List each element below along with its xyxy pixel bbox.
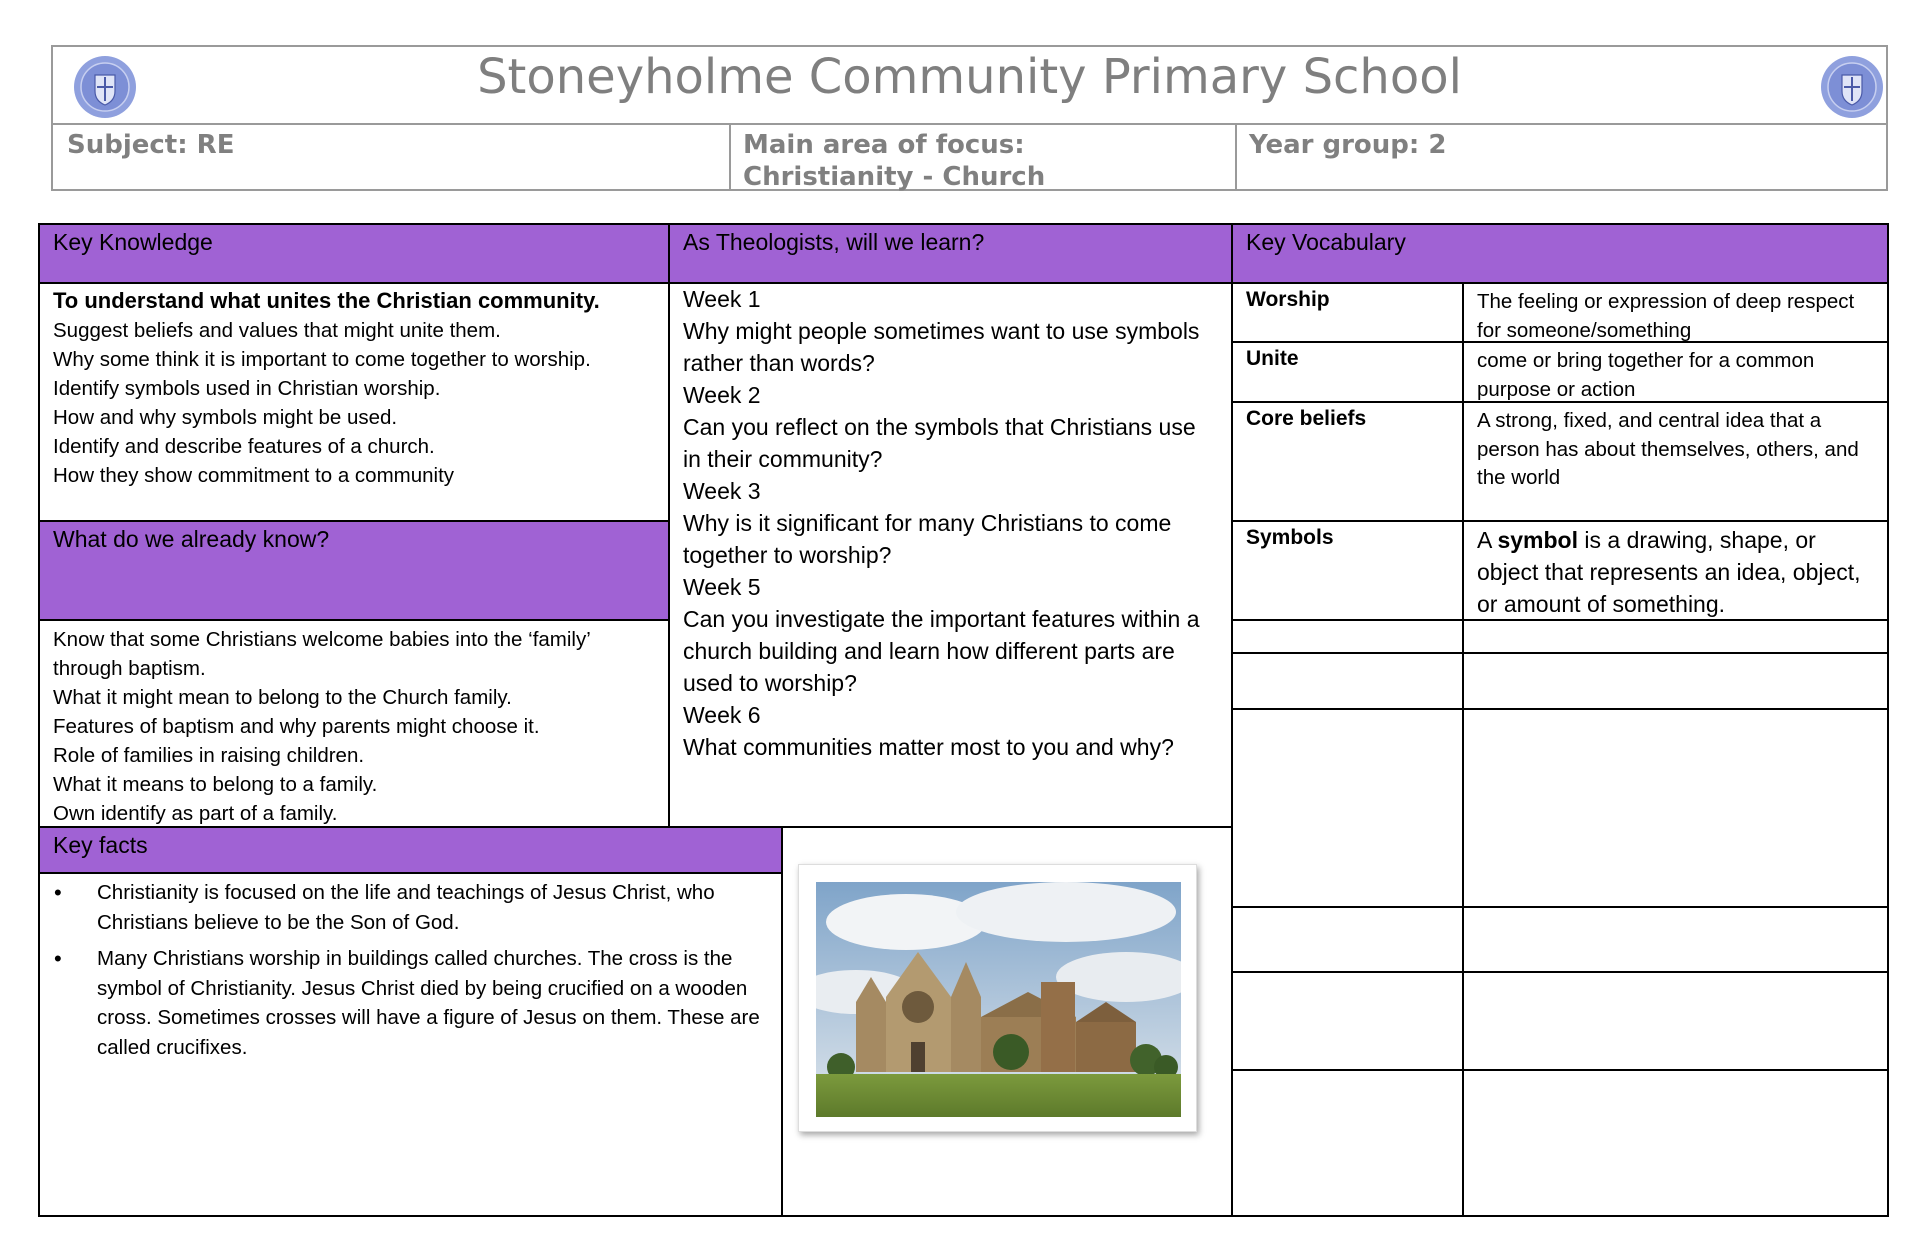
already-know-content [40,623,668,826]
key-vocabulary-heading: Key Vocabulary [1233,225,1887,282]
vocab-row-line [1231,906,1889,908]
vocab-definition [1464,520,1887,624]
week-question: Can you investigate the important features within a church building and learn how different parts are used to worship? [683,606,1200,696]
theologists-heading: As Theologists, will we learn? [670,225,1231,282]
focus-cell [731,125,1235,191]
list-item: Identify and describe features of a church. [53,435,435,458]
cathedral-photo-icon [816,882,1181,1117]
vocab-definition: The feeling or expression of deep respect for someone/something [1477,290,1855,342]
list-item: • Christianity is focused on the life and teachings of Jesus Christ, who Christians believe to be the Son of God. [40,878,781,937]
week-label: Week 6 [683,702,761,728]
vocab-definition-prefix: A [1477,527,1498,553]
vocab-term: Core beliefs [1246,407,1367,430]
week-question: What communities matter most to you and why? [683,734,1174,760]
cathedral-photo [798,864,1197,1132]
school-title: Stoneyholme Community Primary School [477,49,1462,105]
key-knowledge-lead: To understand what unites the Christian community. [53,288,600,313]
week-label: Week 1 [683,286,761,312]
grid-line [781,826,783,1217]
key-facts-heading: Key facts [40,828,781,872]
already-know-heading: What do we already know? [40,522,668,619]
vocab-definition: A strong, fixed, and central idea that a person has about themselves, others, and the world [1477,409,1859,489]
vocab-term: Worship [1246,288,1330,311]
vocab-row-line [1231,708,1889,710]
week-question: Can you reflect on the symbols that Christians use in their community? [683,414,1196,472]
school-header [51,45,1888,191]
grid-line [38,619,670,621]
week-label: Week 5 [683,574,761,600]
key-facts-content [40,874,781,1214]
week-label: Week 2 [683,382,761,408]
school-crest-icon [1820,55,1884,119]
list-item: Identify symbols used in Christian worship. [53,377,441,400]
week-label: Week 3 [683,478,761,504]
focus-value: Christianity - Church [743,162,1046,192]
list-item: How they show commitment to a community [53,464,455,487]
list-item: Why some think it is important to come together to worship. [53,348,591,371]
year-group-cell: Year group: 2 [1249,130,1447,160]
grid-line [38,520,670,522]
key-knowledge-heading: Key Knowledge [40,225,668,282]
list-item: Features of baptism and why parents might choose it. [53,715,540,738]
week-question: Why might people sometimes want to use symbols rather than words? [683,318,1200,376]
vocab-row-line [1231,1069,1889,1071]
list-item: How and why symbols might be used. [53,406,398,429]
list-item: Own identify as part of a family. [53,802,338,825]
vocab-definition-bold: symbol [1497,527,1578,553]
theologists-content [670,283,1231,823]
vocab-definition: come or bring together for a common purpose or action [1477,349,1815,401]
title-bar [53,47,1886,125]
vocab-definition-suffix: is a drawing, shape, or object that represents an idea, object, or amount of something. [1477,527,1861,617]
vocab-term: Unite [1246,347,1299,370]
list-item: What it might mean to belong to the Church family. [53,686,512,709]
week-question: Why is it significant for many Christians to come together to worship? [683,510,1172,568]
list-item: Know that some Christians welcome babies into the ‘family’ through baptism. [53,628,591,680]
vocab-row-line [1231,652,1889,654]
vocab-term: Symbols [1246,526,1334,549]
key-knowledge-content [40,284,668,520]
list-item: • Many Christians worship in buildings called churches. The cross is the symbol of Christianity. Jesus Christ died by being crucified on a wooden cross. Sometimes crosses will have a figure of Jesus on them. These are called crucifixes. [40,944,781,1062]
list-item: What it means to belong to a family. [53,773,378,796]
list-item: Suggest beliefs and values that might unite them. [53,319,501,342]
subject-cell: Subject: RE [67,130,235,160]
focus-label: Main area of focus: [743,130,1025,160]
vocab-row-line [1231,971,1889,973]
list-item: Role of families in raising children. [53,744,365,767]
